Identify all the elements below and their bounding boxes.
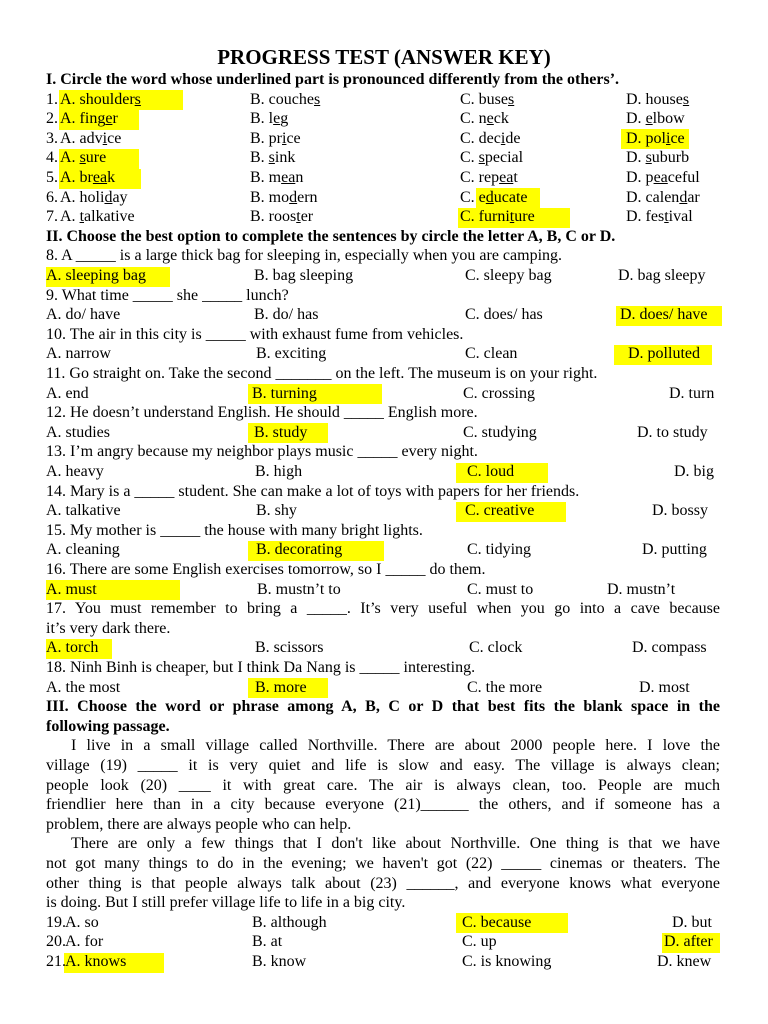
option-text: r (112, 110, 118, 128)
option-text: A. br (60, 169, 93, 186)
option: B. although (252, 913, 327, 931)
correct-option: C. because (462, 913, 532, 931)
option-text: ure (85, 149, 107, 167)
passage-line: village (19) _____ it is very quiet and life is slow and easy. The village is always clean; (46, 757, 720, 774)
option: A. heavy (46, 463, 104, 480)
option-text: B. couche (250, 90, 314, 108)
option: A. so (65, 913, 99, 931)
option-text: D. (626, 149, 646, 167)
option: B. do/ has (254, 306, 319, 324)
underlined-part: t (509, 208, 515, 226)
option-text: C. rep (460, 169, 500, 186)
underlined-part: ea (92, 169, 108, 186)
option (460, 148, 523, 168)
correct-option (460, 188, 528, 208)
option-text: D. p (626, 169, 654, 186)
item-number: 20. (46, 933, 66, 951)
option-text: g (280, 110, 289, 128)
underlined-part: d (289, 188, 298, 206)
passage-line: is doing. But I still prefer village life to life in a big city. (46, 894, 406, 912)
option-text: n (295, 169, 304, 186)
question-text: 15. My mother is _____ the house with many bright lights. (46, 521, 423, 539)
option (250, 168, 303, 188)
correct-option: C. loud (467, 463, 515, 480)
underlined-part: t (79, 208, 85, 226)
option: A. for (65, 933, 104, 951)
option: D. mustn’t (607, 580, 676, 598)
option-text: C. buse (460, 90, 508, 108)
option-text: C. dec (460, 129, 501, 147)
option-text: de (505, 129, 521, 147)
item-number: 4. (46, 149, 58, 167)
option (460, 168, 518, 188)
section-3-heading: III. Choose the word or phrase among A, B, C or D that best fits the blank space in the (46, 698, 720, 716)
underlined-part: s (79, 149, 86, 167)
option (250, 207, 313, 227)
passage-line: problem, there are always people who can help. (46, 815, 352, 833)
option: B. exciting (256, 345, 327, 363)
option (460, 129, 520, 149)
option-text: ceful (667, 169, 700, 186)
underlined-part: s (682, 90, 690, 108)
option: A. end (46, 384, 89, 402)
option-text: ar (687, 188, 700, 206)
correct-option (460, 207, 535, 227)
underlined-part: ea (653, 169, 668, 186)
option: B. mustn’t to (257, 580, 341, 598)
option (250, 148, 295, 168)
option-text: B. mo (250, 188, 290, 206)
option-text: ce (670, 129, 685, 147)
correct-option (60, 90, 141, 110)
correct-option: B. turning (252, 384, 317, 402)
option-text: B. (250, 149, 269, 167)
option-text: lbow (652, 110, 685, 128)
underlined-part: d (104, 188, 113, 206)
underlined-part: d (679, 188, 688, 206)
correct-option (60, 168, 115, 188)
option: A. the most (46, 678, 121, 696)
underlined-part: t (296, 208, 301, 226)
underlined-part: d (485, 188, 494, 206)
passage-line: friendlier here than in a city because everyone (21)______ the others, and if someone has a (46, 796, 720, 814)
question-text: 11. Go straight on. Take the second _______ on the left. The museum is on your right. (46, 365, 598, 382)
passage-line: not got many things to do in the evening; we haven't got (22) _____ cinemas or theaters. The (46, 855, 720, 872)
option-text: alkative (84, 208, 135, 226)
option: D. to study (637, 423, 708, 441)
correct-option: D. does/ have (620, 306, 708, 324)
option: B. at (252, 933, 283, 951)
option (250, 129, 301, 149)
item-number: 1. (46, 90, 58, 108)
underlined-part: i (282, 129, 287, 147)
correct-option: A. torch (46, 639, 99, 657)
option: B. bag sleeping (254, 267, 354, 284)
option-text: C. furni (460, 208, 510, 226)
page-title: PROGRESS TEST (ANSWER KEY) (217, 45, 551, 69)
correct-option (60, 148, 106, 168)
option: C. is knowing (462, 953, 552, 970)
option (250, 109, 288, 129)
option-text: ce (286, 129, 301, 147)
option: D. putting (642, 541, 707, 559)
option-text: ucate (493, 188, 528, 206)
question-text: 14. Mary is a _____ student. She can make a lot of toys with papers for her friends. (46, 482, 580, 500)
underlined-part: s (508, 90, 515, 108)
option: C. must to (467, 580, 534, 598)
option: C. crossing (463, 384, 535, 402)
option-text: B. l (250, 110, 274, 128)
underlined-part: t (664, 208, 669, 226)
option-text: D. fes (626, 208, 665, 226)
item-number: 19. (46, 913, 66, 931)
option-text: D. house (626, 90, 683, 108)
option-text: t (513, 169, 518, 186)
option (460, 90, 514, 110)
option: C. clean (465, 345, 518, 363)
question-text: 16. There are some English exercises tomorrow, so I _____ do them. (46, 561, 486, 578)
passage-line: people look (20) ____ it with great care. The air is always clean, too. People are much (46, 776, 720, 794)
section-3-heading-continued: following passage. (46, 717, 170, 735)
option: C. up (462, 933, 497, 951)
passage-line: other thing is that people always talk about (23) ______, and everyone knows what everyone (46, 874, 720, 892)
underlined-part: i (102, 129, 108, 147)
correct-option: B. more (255, 678, 307, 696)
option: B. high (255, 463, 303, 480)
option-text: C. (460, 149, 479, 167)
option: C. tidying (467, 541, 532, 559)
underlined-part: s (478, 149, 485, 167)
option-text: k (107, 169, 116, 186)
option: D. bossy (652, 502, 709, 520)
option-text: D. pol (626, 129, 666, 147)
underlined-part: e (273, 110, 281, 128)
question-text: 13. I’m angry because my neighbor plays music _____ every night. (46, 443, 478, 461)
option-text: ink (274, 149, 296, 167)
question-text-continued: it’s very dark there. (46, 619, 171, 637)
correct-option (626, 129, 685, 149)
item-number: 3. (46, 129, 58, 147)
option: D. most (639, 678, 690, 696)
option: D. knew (657, 953, 712, 970)
question-text: 17. You must remember to bring a _____. It’s very useful when you go into a cave because (46, 600, 720, 618)
underlined-part: s (134, 90, 141, 108)
correct-option: C. creative (465, 502, 535, 520)
option: A. narrow (46, 345, 111, 363)
passage-line: I live in a small village called Northville. There are about 2000 people here. I love the (71, 737, 720, 755)
option-text: er (300, 208, 314, 226)
question-text: 12. He doesn’t understand English. He should _____ English more. (46, 404, 478, 422)
option-text: pecial (484, 149, 524, 167)
option: A. studies (46, 423, 110, 441)
option (250, 90, 320, 110)
underlined-part: ea (281, 169, 296, 186)
option (626, 207, 693, 227)
option-text: ival (668, 208, 693, 226)
option-text: B. m (250, 169, 282, 186)
option-text: A. adv (60, 129, 103, 147)
item-number: 6. (46, 188, 58, 206)
option-text: C. e (460, 188, 486, 206)
underlined-part: i (666, 129, 671, 147)
option: A. talkative (46, 502, 121, 520)
option-text: ay (112, 188, 128, 206)
option: D. bag sleepy (618, 267, 706, 284)
item-number: 7. (46, 208, 58, 226)
option: A. do/ have (46, 306, 121, 324)
correct-option: B. study (254, 423, 308, 441)
underlined-part: e (645, 110, 653, 128)
underlined-part: ea (499, 169, 514, 186)
option: D. big (674, 463, 714, 480)
correct-option: B. decorating (256, 541, 343, 559)
question-text: 9. What time _____ she _____ lunch? (46, 286, 289, 304)
option: C. clock (469, 639, 523, 657)
option (626, 109, 685, 129)
item-number: 21. (46, 953, 66, 970)
option-text: A. fing (60, 110, 106, 128)
option: A. cleaning (46, 541, 120, 559)
option: D. but (672, 913, 712, 931)
option (60, 188, 128, 208)
correct-option: A. knows (65, 953, 127, 970)
option-text: A. (60, 149, 80, 167)
option-text: ce (107, 129, 122, 147)
option (60, 129, 121, 149)
option-text: uburb (651, 149, 690, 167)
underlined-part: i (500, 129, 506, 147)
correct-option (60, 109, 118, 129)
correct-option: D. polluted (628, 345, 700, 363)
underlined-part: e (486, 110, 494, 128)
option: B. scissors (255, 639, 324, 657)
option: C. sleepy bag (465, 267, 552, 284)
correct-option: D. after (664, 933, 713, 951)
underlined-part: s (313, 90, 321, 108)
section-1-heading: I. Circle the word whose underlined part is pronounced differently from the others’. (46, 71, 620, 88)
option-text: ern (297, 188, 318, 206)
option-text: A. shoulder (60, 90, 135, 108)
question-text: 18. Ninh Binh is cheaper, but I think Da Nang is _____ interesting. (46, 659, 476, 676)
option-text: D. calen (626, 188, 680, 206)
option-text: A. (60, 208, 80, 226)
underlined-part: e (105, 110, 113, 128)
section-2-heading: II. Choose the best option to complete the sentences by circle the letter A, B, C or D. (46, 227, 616, 245)
option-text: D. (626, 110, 646, 128)
underlined-part: s (645, 149, 652, 167)
option: C. does/ has (465, 306, 543, 324)
option (60, 207, 135, 227)
option: C. studying (463, 423, 537, 441)
underlined-part: s (268, 149, 275, 167)
question-text: 8. A _____ is a large thick bag for sleeping in, especially when you are camping. (46, 247, 563, 265)
option-text: C. n (460, 110, 487, 128)
option-text: B. pr (250, 129, 282, 147)
option (626, 90, 689, 110)
question-text: 10. The air in this city is _____ with exhaust fume from vehicles. (46, 325, 464, 343)
option-text: A. holi (60, 188, 105, 206)
option: B. know (252, 953, 307, 970)
correct-option: A. sleeping bag (46, 267, 146, 284)
item-number: 5. (46, 169, 58, 186)
option (626, 188, 700, 208)
option-text: B. roos (250, 208, 297, 226)
option (626, 148, 689, 168)
option (460, 109, 509, 129)
option (626, 168, 700, 188)
option: D. compass (632, 639, 707, 657)
option-text: ck (493, 110, 509, 128)
option: D. turn (669, 384, 715, 402)
option (250, 188, 318, 208)
option-text: ure (514, 208, 535, 226)
option: B. shy (256, 502, 297, 520)
passage-line: There are only a few things that I don't like about Northville. One thing is that we have (71, 835, 720, 853)
correct-option: A. must (46, 580, 97, 598)
item-number: 2. (46, 110, 58, 128)
option: C. the more (467, 678, 543, 696)
